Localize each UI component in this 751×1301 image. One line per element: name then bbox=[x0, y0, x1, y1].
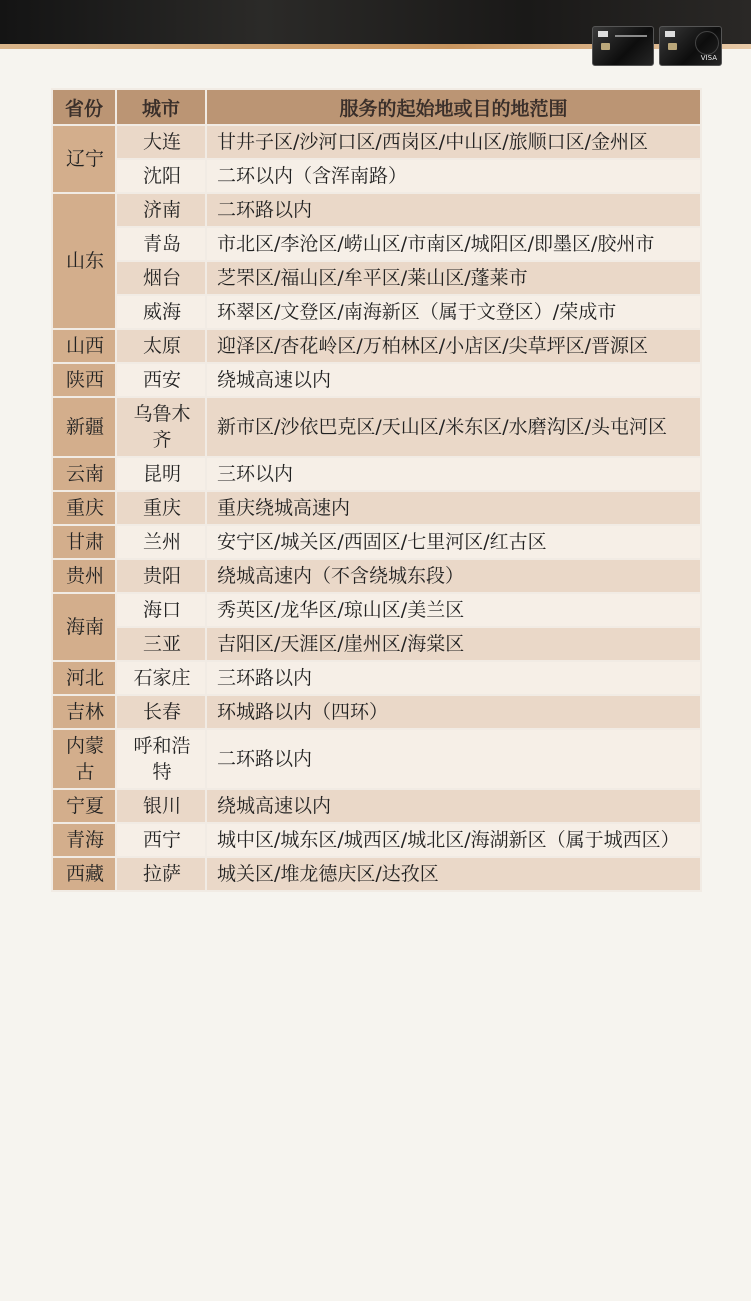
city-cell: 拉萨 bbox=[116, 857, 206, 891]
province-cell: 重庆 bbox=[52, 491, 116, 525]
card-chip-icon bbox=[601, 43, 610, 50]
table-row bbox=[52, 593, 701, 627]
province-cell: 西藏 bbox=[52, 857, 116, 891]
city-cell: 重庆 bbox=[116, 491, 206, 525]
service-area-cell: 芝罘区/福山区/牟平区/莱山区/蓬莱市 bbox=[206, 261, 701, 295]
province-cell: 辽宁 bbox=[52, 125, 116, 193]
province-cell: 陕西 bbox=[52, 363, 116, 397]
province-cell: 青海 bbox=[52, 823, 116, 857]
province-cell: 山东 bbox=[52, 193, 116, 329]
service-area-cell: 三环以内 bbox=[206, 457, 701, 491]
credit-card-image bbox=[659, 26, 722, 66]
credit-card-image bbox=[592, 26, 654, 66]
province-cell: 贵州 bbox=[52, 559, 116, 593]
bank-logo-mark bbox=[598, 31, 608, 37]
table-row bbox=[52, 559, 701, 593]
table-row bbox=[52, 491, 701, 525]
province-cell: 新疆 bbox=[52, 397, 116, 457]
city-cell: 烟台 bbox=[116, 261, 206, 295]
table-row bbox=[52, 627, 701, 661]
service-area-cell: 绕城高速内（不含绕城东段） bbox=[206, 559, 701, 593]
table-row bbox=[52, 789, 701, 823]
city-cell: 呼和浩特 bbox=[116, 729, 206, 789]
province-cell: 甘肃 bbox=[52, 525, 116, 559]
table-row bbox=[52, 823, 701, 857]
table-row bbox=[52, 729, 701, 789]
city-cell: 济南 bbox=[116, 193, 206, 227]
card-stripe bbox=[615, 35, 647, 37]
bank-logo-mark bbox=[665, 31, 675, 37]
table-row bbox=[52, 261, 701, 295]
table-row bbox=[52, 125, 701, 159]
service-area-cell: 安宁区/城关区/西固区/七里河区/红古区 bbox=[206, 525, 701, 559]
table-row bbox=[52, 227, 701, 261]
table-row bbox=[52, 661, 701, 695]
city-cell: 西宁 bbox=[116, 823, 206, 857]
city-cell: 三亚 bbox=[116, 627, 206, 661]
province-cell: 吉林 bbox=[52, 695, 116, 729]
service-area-cell: 吉阳区/天涯区/崖州区/海棠区 bbox=[206, 627, 701, 661]
table-row bbox=[52, 295, 701, 329]
table-row bbox=[52, 329, 701, 363]
service-area-cell: 迎泽区/杏花岭区/万柏林区/小店区/尖草坪区/晋源区 bbox=[206, 329, 701, 363]
service-area-cell: 绕城高速以内 bbox=[206, 363, 701, 397]
city-cell: 威海 bbox=[116, 295, 206, 329]
card-swirl-decoration bbox=[695, 31, 719, 55]
province-cell: 山西 bbox=[52, 329, 116, 363]
service-area-cell: 市北区/李沧区/崂山区/市南区/城阳区/即墨区/胶州市 bbox=[206, 227, 701, 261]
service-area-cell: 甘井子区/沙河口区/西岗区/中山区/旅顺口区/金州区 bbox=[206, 125, 701, 159]
province-cell: 宁夏 bbox=[52, 789, 116, 823]
card-chip-icon bbox=[668, 43, 677, 50]
service-area-cell: 城中区/城东区/城西区/城北区/海湖新区（属于城西区） bbox=[206, 823, 701, 857]
visa-logo-icon: VISA bbox=[700, 54, 717, 62]
service-area-cell: 二环以内（含浑南路） bbox=[206, 159, 701, 193]
table-row bbox=[52, 159, 701, 193]
service-area-cell: 重庆绕城高速内 bbox=[206, 491, 701, 525]
service-area-cell: 环翠区/文登区/南海新区（属于文登区）/荣成市 bbox=[206, 295, 701, 329]
city-cell: 西安 bbox=[116, 363, 206, 397]
city-cell: 昆明 bbox=[116, 457, 206, 491]
table-row bbox=[52, 457, 701, 491]
table-row bbox=[52, 397, 701, 457]
header-province: 省份 bbox=[52, 89, 116, 125]
city-cell: 石家庄 bbox=[116, 661, 206, 695]
service-area-cell: 环城路以内（四环） bbox=[206, 695, 701, 729]
city-cell: 银川 bbox=[116, 789, 206, 823]
province-cell: 内蒙古 bbox=[52, 729, 116, 789]
city-cell: 青岛 bbox=[116, 227, 206, 261]
city-cell: 乌鲁木齐 bbox=[116, 397, 206, 457]
table-body bbox=[52, 125, 701, 891]
table-row bbox=[52, 193, 701, 227]
service-area-cell: 秀英区/龙华区/琼山区/美兰区 bbox=[206, 593, 701, 627]
service-area-cell: 二环路以内 bbox=[206, 729, 701, 789]
city-cell: 长春 bbox=[116, 695, 206, 729]
city-cell: 贵阳 bbox=[116, 559, 206, 593]
table-row bbox=[52, 857, 701, 891]
province-cell: 海南 bbox=[52, 593, 116, 661]
city-cell: 太原 bbox=[116, 329, 206, 363]
header-city: 城市 bbox=[116, 89, 206, 125]
service-area-cell: 二环路以内 bbox=[206, 193, 701, 227]
city-cell: 兰州 bbox=[116, 525, 206, 559]
service-area-cell: 城关区/堆龙德庆区/达孜区 bbox=[206, 857, 701, 891]
table-row bbox=[52, 363, 701, 397]
table-row bbox=[52, 525, 701, 559]
province-cell: 云南 bbox=[52, 457, 116, 491]
service-area-cell: 三环路以内 bbox=[206, 661, 701, 695]
header-area: 服务的起始地或目的地范围 bbox=[206, 89, 701, 125]
table-header-row bbox=[52, 89, 701, 125]
city-cell: 沈阳 bbox=[116, 159, 206, 193]
table-row bbox=[52, 695, 701, 729]
province-cell: 河北 bbox=[52, 661, 116, 695]
city-cell: 大连 bbox=[116, 125, 206, 159]
service-area-cell: 绕城高速以内 bbox=[206, 789, 701, 823]
city-cell: 海口 bbox=[116, 593, 206, 627]
service-area-table bbox=[51, 88, 702, 892]
service-area-cell: 新市区/沙依巴克区/天山区/米东区/水磨沟区/头屯河区 bbox=[206, 397, 701, 457]
